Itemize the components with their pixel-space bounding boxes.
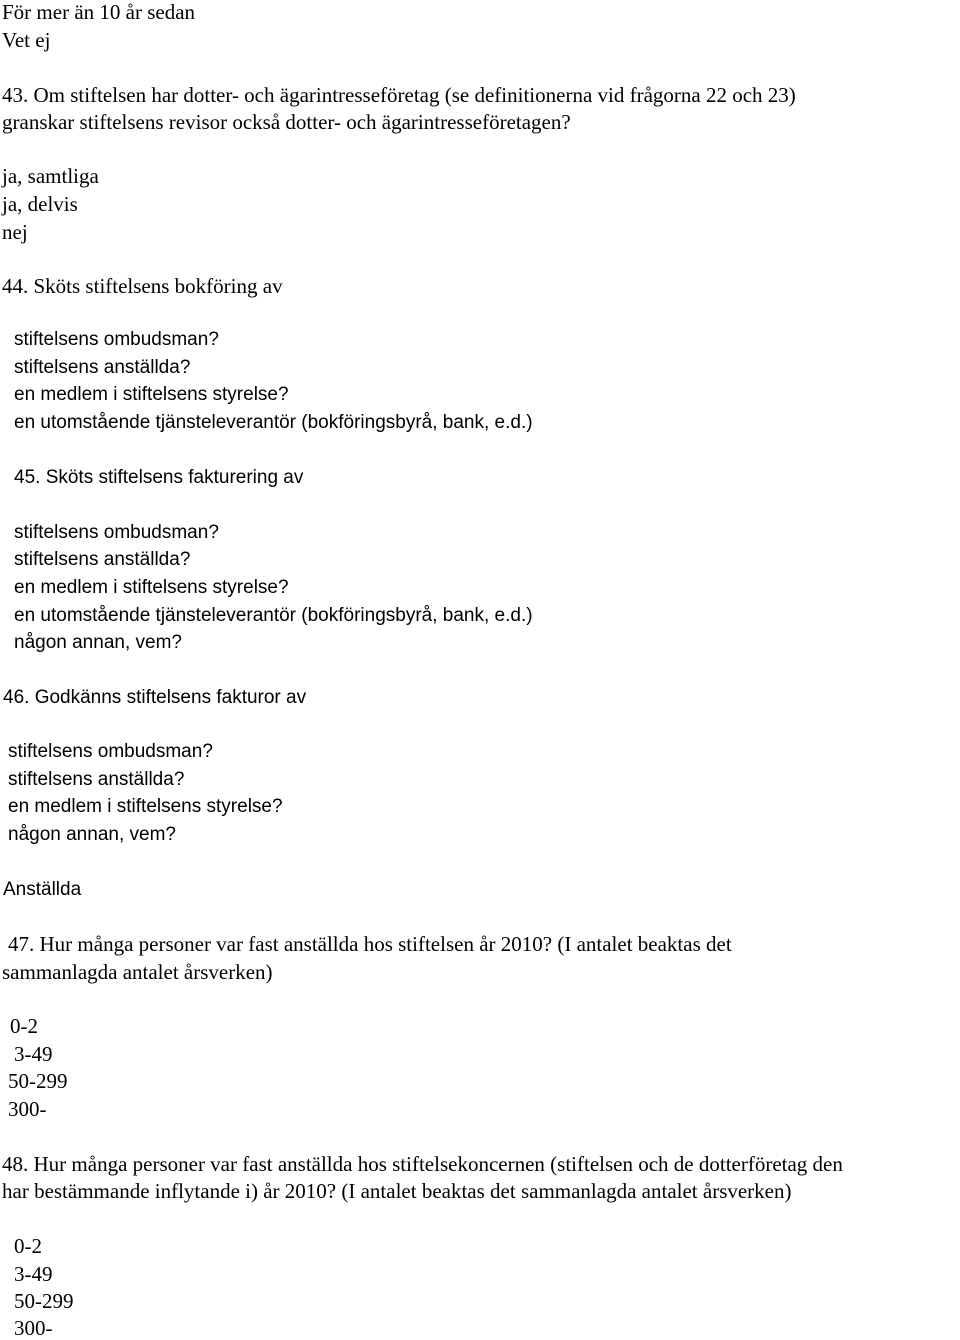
q44-option: stiftelsens anställda? bbox=[14, 357, 191, 378]
q43-option: nej bbox=[2, 220, 28, 244]
q43-option: ja, samtliga bbox=[2, 164, 99, 188]
q45-option: stiftelsens anställda? bbox=[14, 549, 191, 570]
q45-option: en medlem i stiftelsens styrelse? bbox=[14, 577, 289, 598]
q48-option: 0-2 bbox=[14, 1234, 42, 1258]
q46-option: stiftelsens anställda? bbox=[8, 769, 185, 790]
question-47-text: sammanlagda antalet årsverken) bbox=[2, 960, 273, 984]
q46-option: någon annan, vem? bbox=[8, 824, 176, 845]
q48-option: 3-49 bbox=[14, 1262, 53, 1286]
q46-option: stiftelsens ombudsman? bbox=[8, 741, 213, 762]
q48-option: 50-299 bbox=[14, 1289, 74, 1313]
option-text: Vet ej bbox=[2, 28, 51, 52]
q48-option: 300- bbox=[14, 1316, 53, 1340]
question-47-text: 47. Hur många personer var fast anställda hos stiftelsen år 2010? (I antalet beaktas det bbox=[8, 932, 732, 956]
question-45-text: 45. Sköts stiftelsens fakturering av bbox=[14, 467, 304, 488]
question-48-text: 48. Hur många personer var fast anställda hos stiftelsekoncernen (stiftelsen och de dotterföretag den bbox=[2, 1152, 843, 1176]
q45-option: stiftelsens ombudsman? bbox=[14, 522, 219, 543]
q45-option: någon annan, vem? bbox=[14, 632, 182, 653]
q47-option: 0-2 bbox=[10, 1014, 38, 1038]
option-text: För mer än 10 år sedan bbox=[2, 0, 196, 24]
q45-option: en utomstående tjänsteleverantör (bokföringsbyrå, bank, e.d.) bbox=[14, 605, 533, 626]
section-heading: Anställda bbox=[3, 879, 82, 900]
q47-option: 300- bbox=[8, 1097, 47, 1121]
question-43-text: 43. Om stiftelsen har dotter- och ägarintresseföretag (se definitionerna vid frågorna 22 och 23) bbox=[2, 83, 796, 107]
q44-option: en medlem i stiftelsens styrelse? bbox=[14, 384, 289, 405]
q44-option: en utomstående tjänsteleverantör (bokföringsbyrå, bank, e.d.) bbox=[14, 412, 533, 433]
question-44-text: 44. Sköts stiftelsens bokföring av bbox=[2, 274, 283, 298]
q47-option: 3-49 bbox=[14, 1042, 53, 1066]
q44-option: stiftelsens ombudsman? bbox=[14, 329, 219, 350]
question-46-text: 46. Godkänns stiftelsens fakturor av bbox=[3, 687, 307, 708]
q47-option: 50-299 bbox=[8, 1069, 68, 1093]
question-43-text: granskar stiftelsens revisor också dotter- och ägarintresseföretagen? bbox=[2, 110, 571, 134]
q43-option: ja, delvis bbox=[2, 192, 78, 216]
q46-option: en medlem i stiftelsens styrelse? bbox=[8, 796, 283, 817]
question-48-text: har bestämmande inflytande i) år 2010? (I antalet beaktas det sammanlagda antalet årsverken) bbox=[2, 1179, 792, 1203]
